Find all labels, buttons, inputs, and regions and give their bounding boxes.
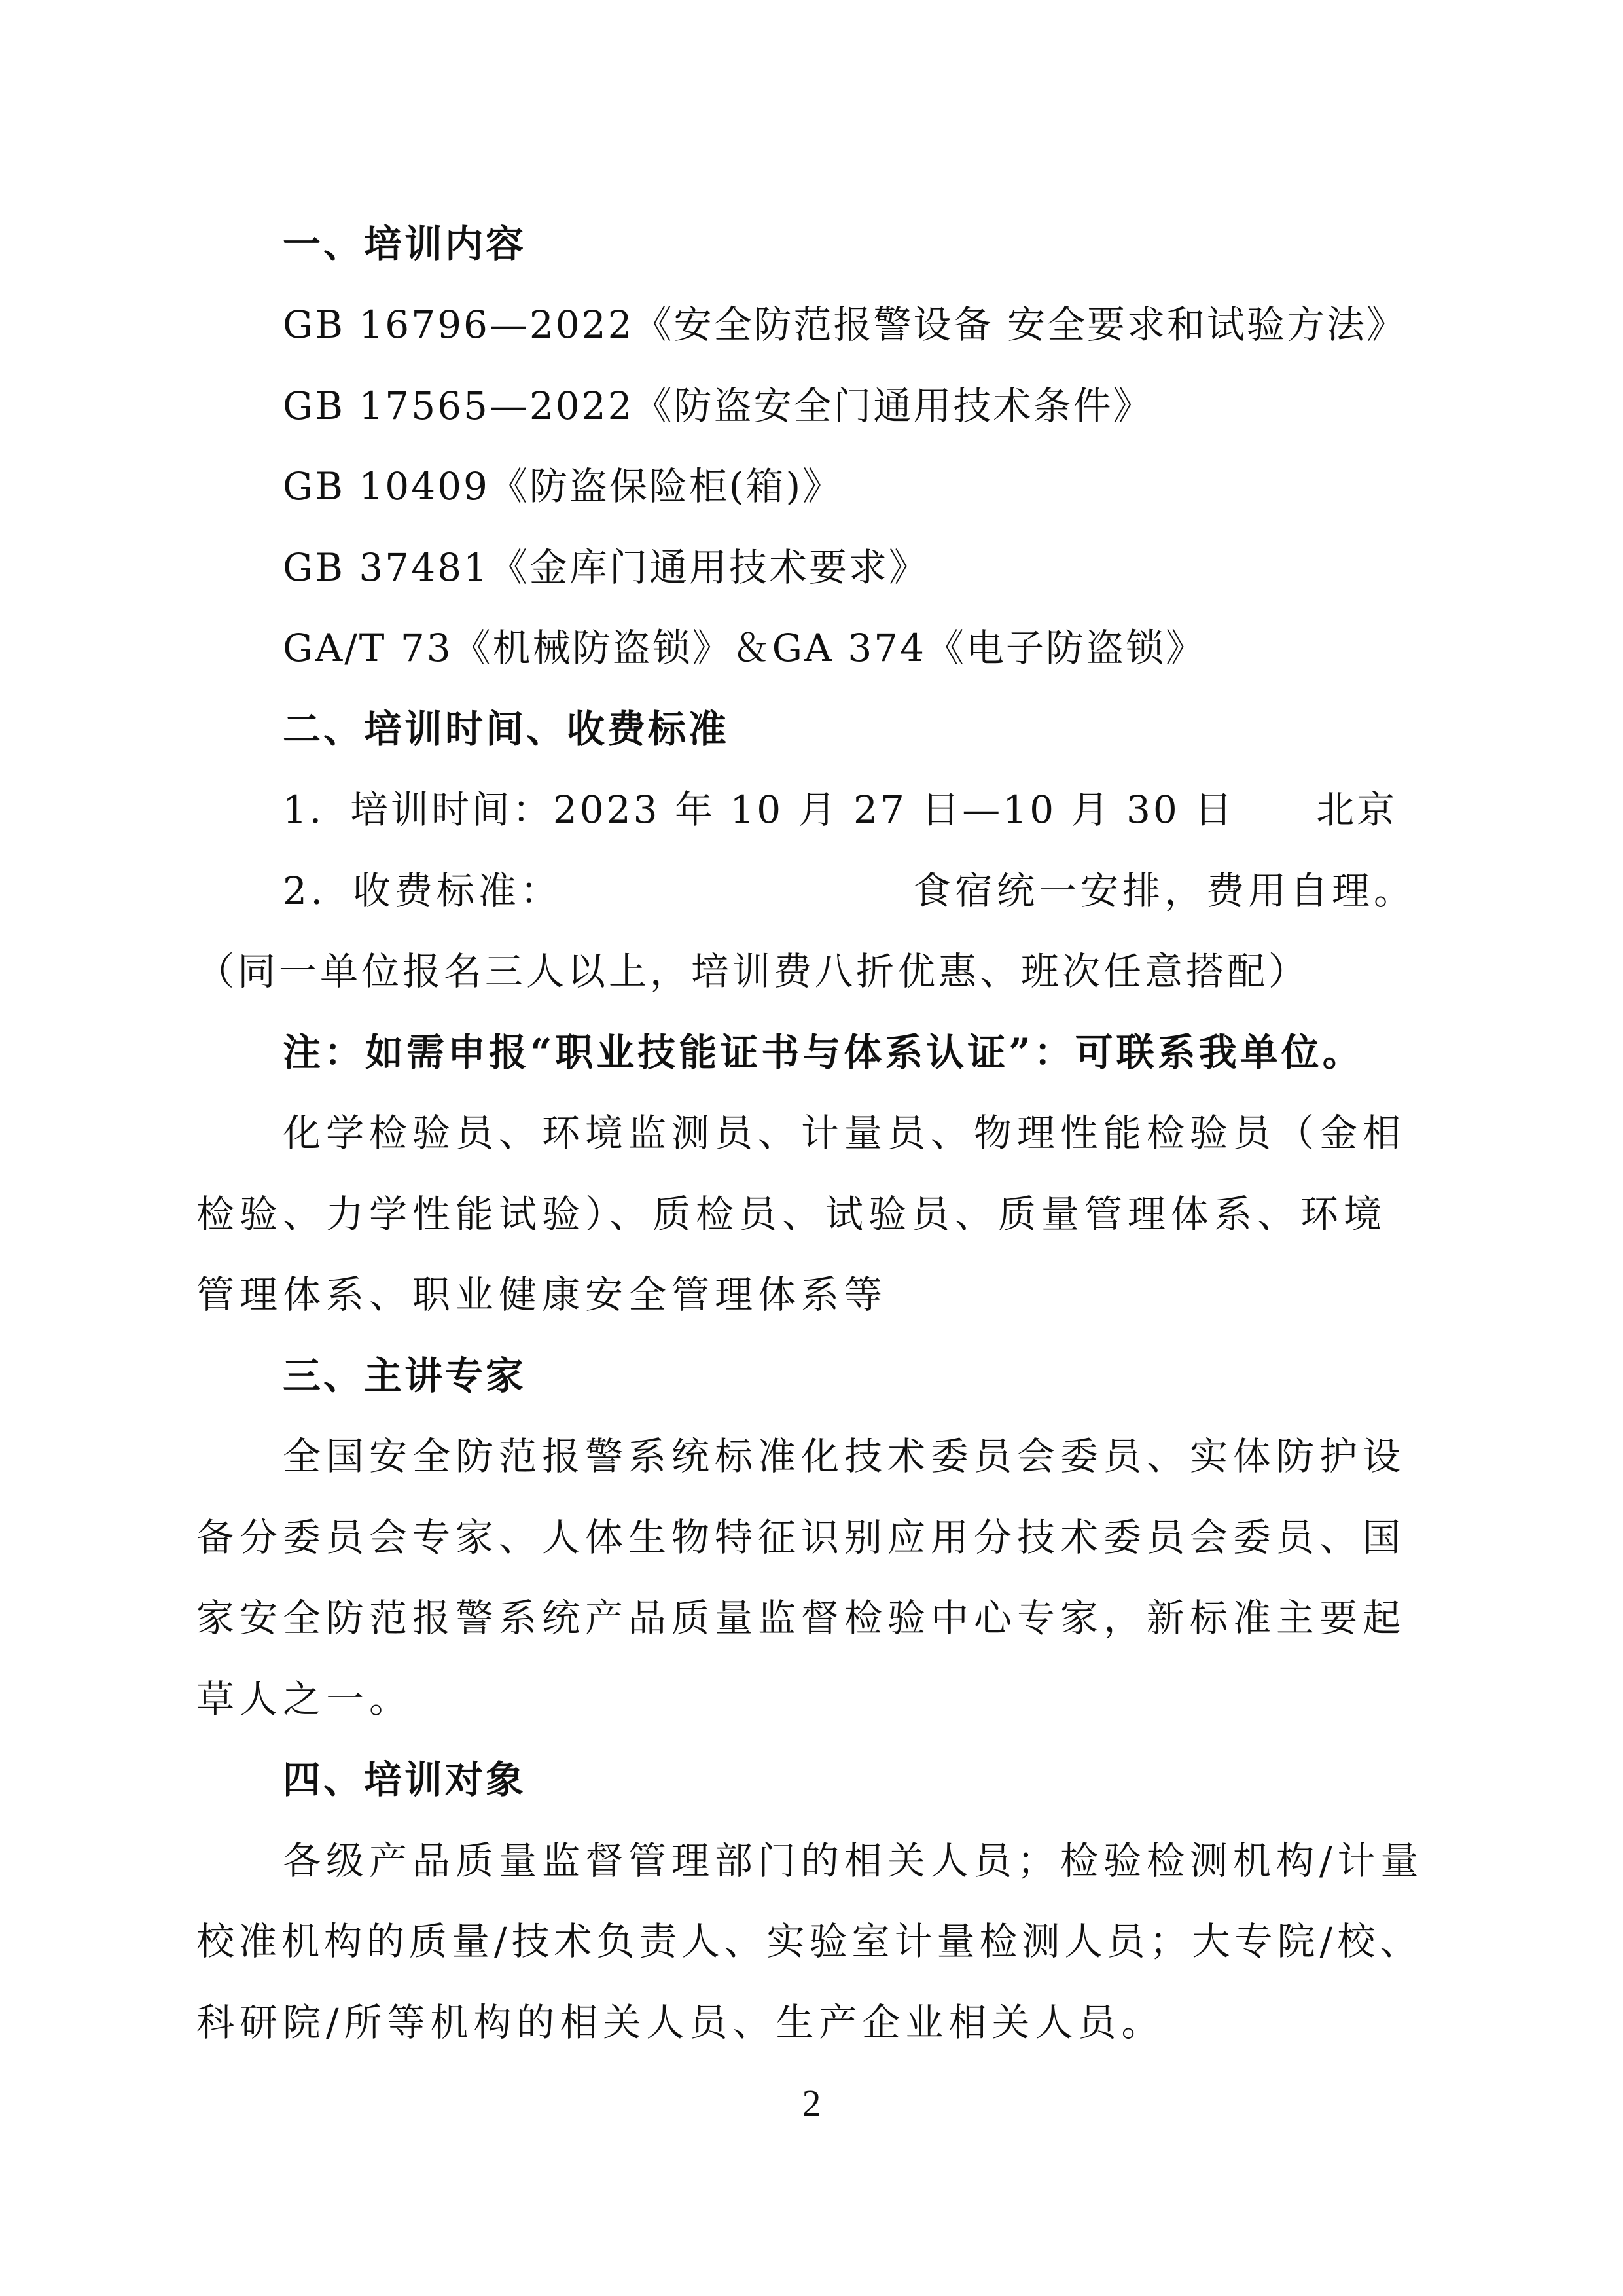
fee-label: 2．收费标准：: [283, 869, 562, 913]
training-time: 1．培训时间：2023 年 10 月 27 日—10 月 30 日 北京: [283, 787, 1398, 832]
audience-line-1: 各级产品质量监督管理部门的相关人员；检验检测机构/计量: [283, 1839, 1424, 1883]
expert-line-2: 备分委员会专家、人体生物特征识别应用分技术委员会委员、国: [196, 1515, 1406, 1560]
page-number: 2: [802, 2082, 821, 2125]
expert-line-3: 家安全防范报警系统产品质量监督检验中心专家，新标准主要起: [196, 1596, 1406, 1640]
section-1-title: 一、培训内容: [283, 222, 527, 266]
section-2-title: 二、培训时间、收费标准: [283, 707, 730, 751]
standard-line-3: GB 10409《防盗保险柜(箱)》: [283, 464, 843, 509]
expert-line-4: 草人之一。: [196, 1677, 413, 1721]
standard-line-2: GB 17565—2022《防盗安全门通用技术条件》: [283, 384, 1153, 428]
expert-line-1: 全国安全防范报警系统标准化技术委员会委员、实体防护设: [283, 1434, 1406, 1479]
standard-line-1: GB 16796—2022《安全防范报警设备 安全要求和试验方法》: [283, 302, 1406, 347]
certification-line-2: 检验、力学性能试验）、质检员、试验员、质量管理体系、环境: [196, 1192, 1387, 1236]
section-4-title: 四、培训对象: [283, 1757, 527, 1802]
audience-line-3: 科研院/所等机构的相关人员、生产企业相关人员。: [196, 2000, 1165, 2045]
discount-note: （同一单位报名三人以上，培训费八折优惠、班次任意搭配）: [196, 949, 1310, 994]
standard-line-5: GA/T 73《机械防盗锁》＆GA 374《电子防盗锁》: [283, 626, 1206, 670]
standard-line-4: GB 37481《金库门通用技术要求》: [283, 545, 929, 590]
section-3-title: 三、主讲专家: [283, 1354, 527, 1398]
fee-text: 食宿统一安排，费用自理。: [913, 869, 1416, 913]
certification-line-3: 管理体系、职业健康安全管理体系等: [196, 1272, 888, 1317]
certification-line-1: 化学检验员、环境监测员、计量员、物理性能检验员（金相: [283, 1111, 1406, 1155]
certification-note: 注：如需申报“职业技能证书与体系认证”：可联系我单位。: [283, 1030, 1364, 1075]
audience-line-2: 校准机构的质量/技术负责人、实验室计量检测人员；大专院/校、: [196, 1919, 1423, 1964]
